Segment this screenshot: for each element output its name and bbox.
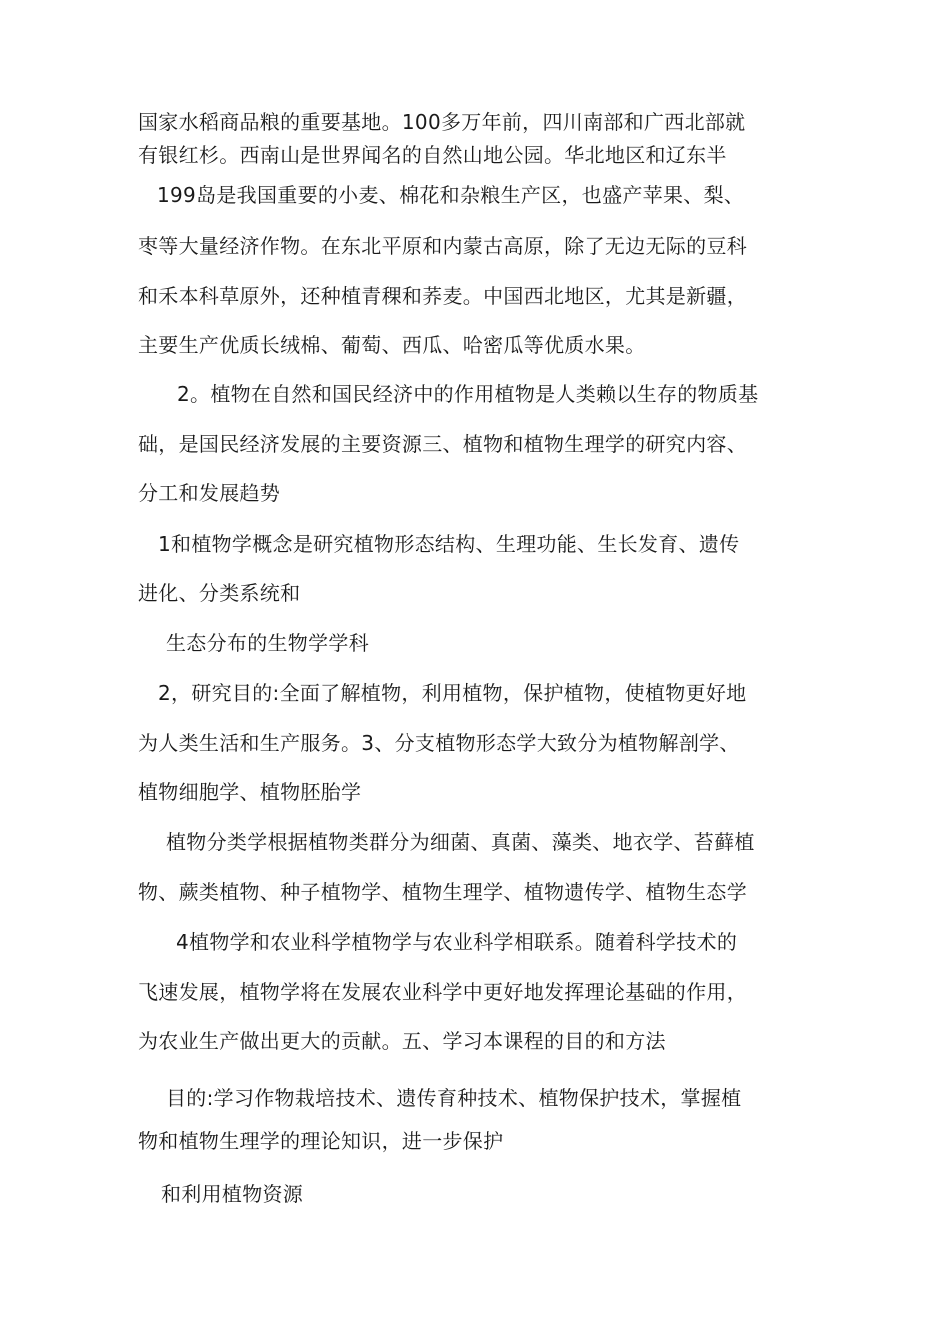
text-line-12: 生态分布的生物学学科 [166, 631, 369, 655]
text-line-19: 飞速发展，植物学将在发展农业科学中更好地发挥理论基础的作用， [138, 980, 747, 1004]
text-line-2: 有银红杉。西南山是世界闻名的自然山地公园。华北地区和辽东半 [138, 143, 727, 167]
text-line-7: 2。植物在自然和国民经济中的作用植物是人类赖以生存的物质基 [177, 382, 759, 406]
text-line-21: 目的:学习作物栽培技术、遗传育种技术、植物保护技术，掌握植 [166, 1086, 742, 1110]
text-line-3: 199岛是我国重要的小麦、棉花和杂粮生产区，也盛产苹果、梨、 [157, 183, 745, 207]
text-line-10: 1和植物学概念是研究植物形态结构、生理功能、生长发育、遗传 [158, 532, 740, 556]
text-line-17: 物、蕨类植物、种子植物学、植物生理学、植物遗传学、植物生态学 [138, 880, 747, 904]
text-line-18: 4植物学和农业科学植物学与农业科学相联系。随着科学技术的 [176, 930, 738, 954]
text-line-23: 和利用植物资源 [161, 1182, 304, 1206]
text-line-5: 和禾本科草原外，还种植青稞和荞麦。中国西北地区，尤其是新疆， [138, 284, 747, 308]
text-line-16: 植物分类学根据植物类群分为细菌、真菌、藻类、地衣学、苔藓植 [166, 830, 755, 854]
text-line-11: 进化、分类系统和 [138, 581, 301, 605]
text-line-15: 植物细胞学、植物胚胎学 [138, 780, 362, 804]
text-line-13: 2，研究目的:全面了解植物，利用植物，保护植物，使植物更好地 [158, 681, 747, 705]
text-line-22: 物和植物生理学的理论知识，进一步保护 [138, 1129, 504, 1153]
text-line-6: 主要生产优质长绒棉、葡萄、西瓜、哈密瓜等优质水果。 [138, 333, 646, 357]
text-line-20: 为农业生产做出更大的贡献。五、学习本课程的目的和方法 [138, 1029, 666, 1053]
text-line-9: 分工和发展趋势 [138, 481, 281, 505]
text-line-14: 为人类生活和生产服务。3、分支植物形态学大致分为植物解剖学、 [138, 731, 740, 755]
text-line-1: 国家水稻商品粮的重要基地。100多万年前，四川南部和广西北部就 [138, 110, 746, 134]
text-line-4: 枣等大量经济作物。在东北平原和内蒙古高原，除了无边无际的豆科 [138, 234, 747, 258]
text-line-8: 础，是国民经济发展的主要资源三、植物和植物生理学的研究内容、 [138, 432, 747, 456]
